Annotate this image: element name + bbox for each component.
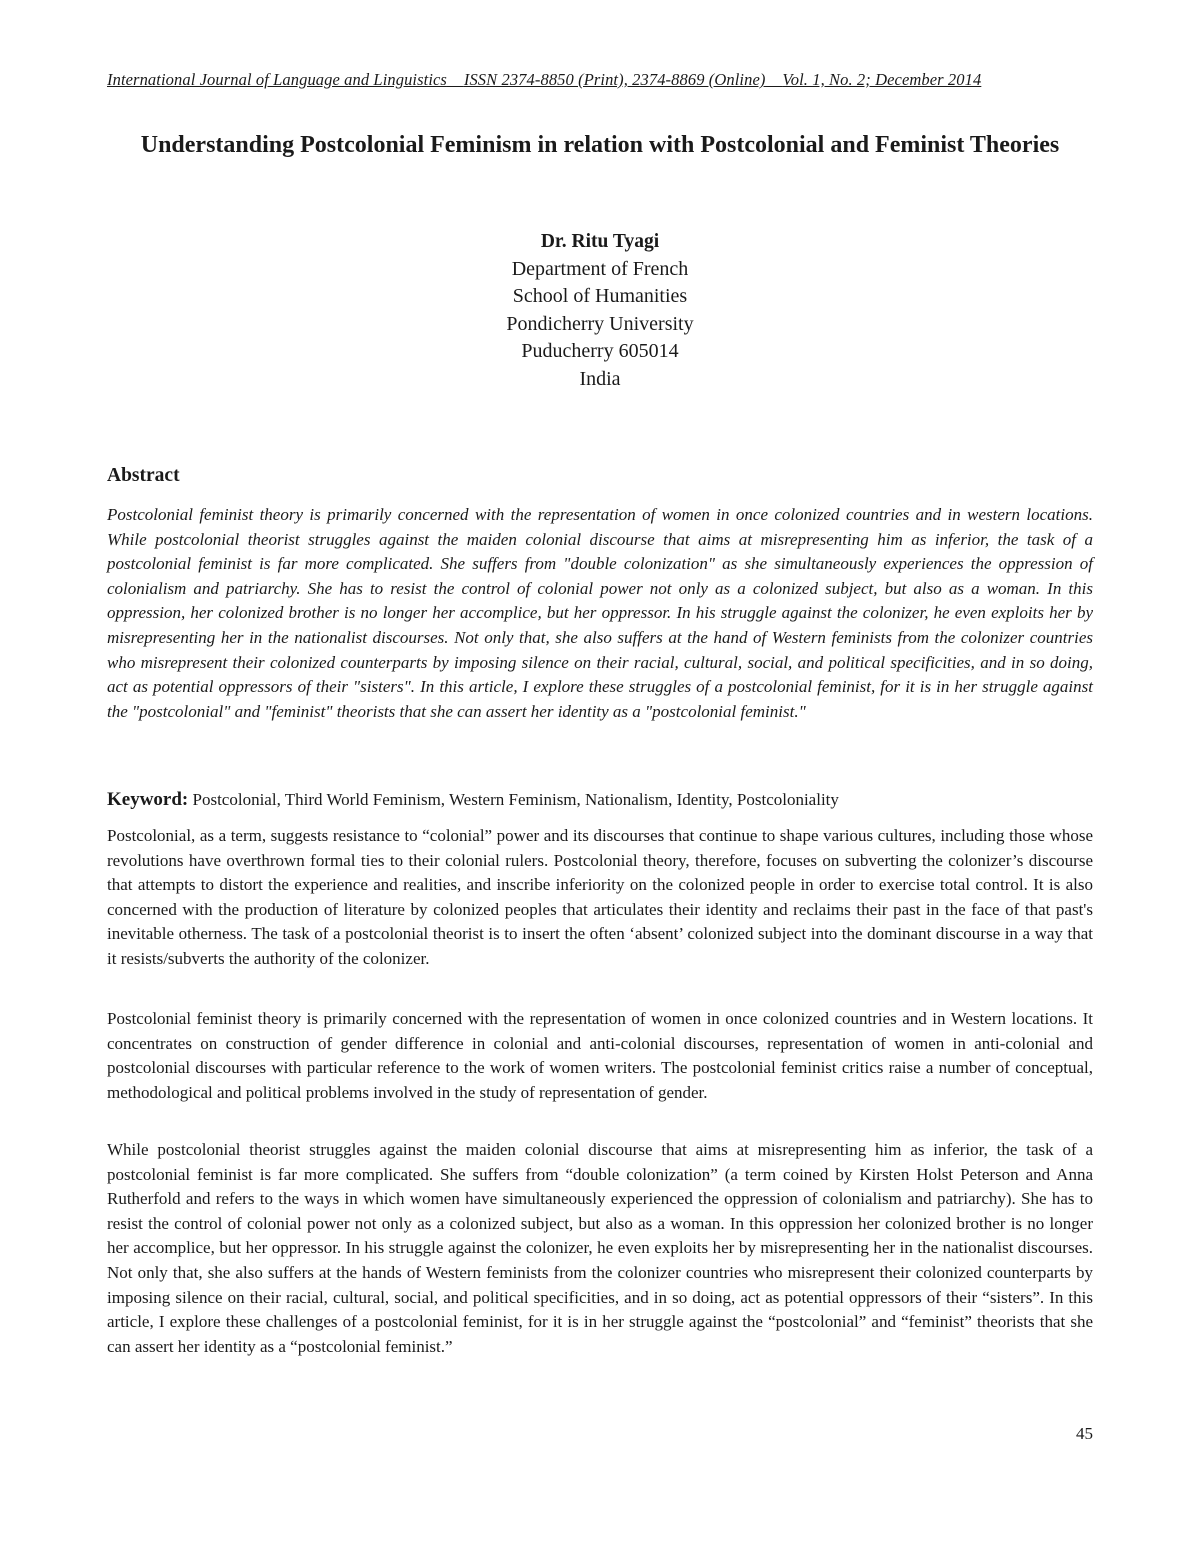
author-city: Puducherry 605014 [521, 340, 679, 362]
body-paragraph: Postcolonial feminist theory is primarily concerned with the representation of women in once colonized countries and in Western locations. It concentrates on construction of gender difference in colonial and anti-colonial discourses, representation of women in anti-colonial and postcolonial discourses with particular reference to the work of women writers. The postcolonial feminist critics raise a number of conceptual, methodological and political problems involved in the study of representation of gender. [107, 1009, 1093, 1102]
page-number: 45 [1076, 1424, 1093, 1443]
body-paragraph: Postcolonial, as a term, suggests resistance to “colonial” power and its discourses that continue to shape various cultures, including those whose revolutions have overthrown formal ties to their colonial rulers. Postcolonial theory, therefore, focuses on subverting the colonizer’s discourse that attempts to distort the experience and realities, and inscribe inferiority on the colonized people in order to exercise total control. It is also concerned with the production of literature by colonized peoples that articulates their identity and reclaims their past in the face of that past's inevitable otherness. The task of a postcolonial theorist is to insert the often ‘absent’ colonized subject into the dominant discourse in a way that it resists/subverts the authority of the colonizer. [107, 826, 1093, 968]
body-paragraph: While postcolonial theorist struggles against the maiden colonial discourse that aims at misrepresenting him as inferior, the task of a postcolonial feminist is far more complicated. She suffers from “double colonization” (a term coined by Kirsten Holst Peterson and Anna Rutherfold and refers to the ways in which women have simultaneously experienced the oppression of colonialism and patriarchy). She has to resist the control of colonial power not only as a colonized subject, but also as a woman. In this oppression her colonized brother is no longer her accomplice, but her oppressor. In his struggle against the colonizer, he even exploits her by misrepresenting her in the nationalist discourses. Not only that, she also suffers at the hands of Western feminists from the colonizer countries who misrepresent their colonized counterparts by imposing silence on their racial, cultural, social, and political specificities, and in so doing, act as potential oppressors of their “sisters”. In this article, I explore these challenges of a postcolonial feminist, for it is in her struggle against the “postcolonial” and “feminist” theorists that she can assert her identity as a “postcolonial feminist.” [107, 1140, 1093, 1356]
issn: ISSN 2374-8850 (Print), 2374-8869 (Online) [463, 70, 766, 89]
author-school: School of Humanities [512, 285, 688, 307]
keywords-label: Keyword: [107, 789, 189, 810]
author-block [107, 228, 1093, 393]
abstract-text: Postcolonial feminist theory is primarily concerned with the representation of women in once colonized countries and in western locations. While postcolonial theorist struggles against the maiden colonial discourse that aims at misrepresenting him as inferior, the task of a postcolonial feminist is far more complicated. She suffers from "double colonization" as she simultaneously experiences the oppression of colonialism and patriarchy. She has to resist the control of colonial power not only as a colonized subject, but also as a woman. In this oppression, her colonized brother is no longer her accomplice, but her oppressor. In his struggle against the colonizer, he even exploits her by misrepresenting her in the nationalist discourses. Not only that, she also suffers at the hand of Western feminists from the colonizer countries who misrepresent their colonized counterparts by imposing silence on their racial, cultural, social, and political specificities, and in so doing, act as potential oppressors of their "sisters". In this article, I explore these struggles of a postcolonial feminist, for it is in her struggle against the "postcolonial" and "feminist" theorists that she can assert her identity as a "postcolonial feminist." [107, 505, 1093, 721]
author-name: Dr. Ritu Tyagi [540, 231, 660, 252]
author-country: India [579, 367, 621, 390]
running-header [107, 70, 1091, 90]
author-university: Pondicherry University [506, 312, 694, 335]
keywords [107, 788, 1093, 812]
author-department: Department of French [511, 257, 689, 280]
paper-title: Understanding Postcolonial Feminism in relation with Postcolonial and Feminist Theories [140, 132, 1060, 158]
volume-issue: Vol. 1, No. 2; December 2014 [782, 70, 982, 89]
abstract-heading: Abstract [107, 465, 180, 486]
keywords-text: Postcolonial, Third World Feminism, Western Feminism, Nationalism, Identity, Postcoloniality [192, 790, 839, 809]
journal-name: International Journal of Language and Linguistics [107, 70, 447, 89]
